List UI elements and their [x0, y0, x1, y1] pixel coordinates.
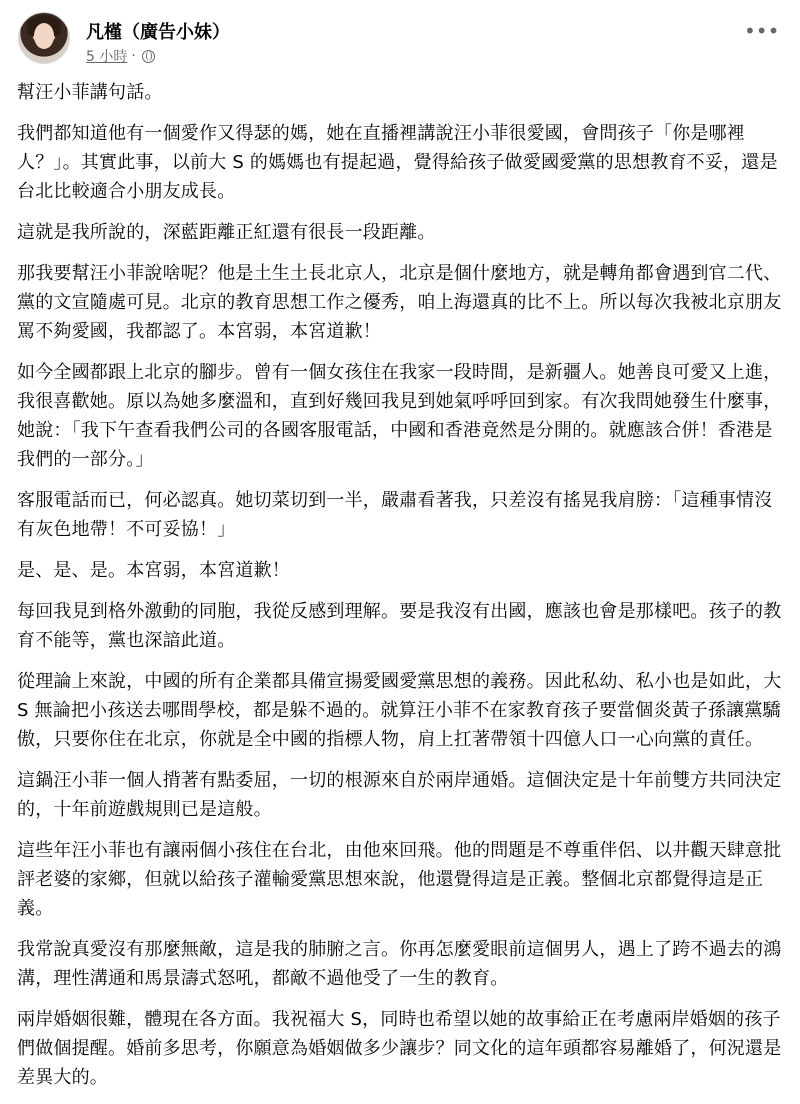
post-paragraph: 這鍋汪小菲一個人揹著有點委屈，一切的根源來自於兩岸通婚。這個決定是十年前雙方共同決定的，十年前遊戲規則已是這般。 [17, 770, 782, 820]
post-paragraph: 我們都知道他有一個愛作又得瑟的媽，她在直播裡講說汪小菲很愛國，會問孩子「你是哪裡人？」。其實此事，以前大 S 的媽媽也有提起過，覺得給孩子做愛國愛黨的思想教育不妥，還是台北比較適合小朋友成長。 [17, 123, 778, 202]
post-paragraph: 兩岸婚姻很難，體現在各方面。我祝福大 S，同時也希望以她的故事給正在考慮兩岸婚姻的孩子們做個提醒。婚前多思考，你願意為婚姻做多少讓步？同文化的這年頭都容易離婚了，何況還是差異大的。 [17, 1009, 782, 1088]
post-meta [86, 46, 155, 66]
meta-separator: · [131, 48, 136, 64]
post-timestamp[interactable]: 5 小時 [86, 49, 128, 65]
post-paragraph: 幫汪小菲講句話。 [17, 82, 163, 103]
post-body [17, 78, 787, 1104]
post-paragraph: 每回我見到格外激動的同胞，我從反感到理解。要是我沒有出國，應該也會是那樣吧。孩子的教育不能等，黨也深諳此道。 [17, 601, 782, 651]
post-header [16, 10, 784, 66]
post-paragraph: 這就是我所說的，深藍距離正紅還有很長一段距離。 [17, 222, 436, 243]
author-avatar[interactable] [18, 12, 70, 64]
post-paragraph: 我常說真愛沒有那麼無敵，這是我的肺腑之言。你再怎麼愛眼前這個男人，遇上了跨不過去的鴻溝，理性溝通和馬景濤式怒吼，都敵不過他受了一生的教育。 [17, 939, 782, 989]
post-paragraph: 如今全國都跟上北京的腳步。曾有一個女孩住在我家一段時間，是新疆人。她善良可愛又上進，我很喜歡她。原以為她多麼溫和，直到好幾回我見到她氣呼呼回到家。有次我問她發生什麼事，她說：「我下午查看我們公司的各國客服電話，中國和香港竟然是分開的。就應該合併！香港是我們的一部分。」 [17, 362, 782, 470]
avatar-face [34, 23, 54, 49]
post-paragraph: 是、是、是。本宮弱，本宮道歉！ [17, 560, 290, 581]
post-paragraph: 客服電話而已，何必認真。她切菜切到一半，嚴肅看著我，只差沒有搖晃我肩膀：「這種事情沒有灰色地帶！不可妥協！」 [17, 490, 773, 540]
post-paragraph: 這些年汪小菲也有讓兩個小孩住在台北，由他來回飛。他的問題是不尊重伴侶、以井觀天肆意批評老婆的家鄉，但就以給孩子灌輸愛黨思想來說，他還覺得這是正義。整個北京都覺得這是正義。 [17, 840, 782, 919]
more-options-icon[interactable]: ••• [744, 19, 780, 43]
author-name[interactable]: 凡槿（廣告小妹） [86, 22, 230, 43]
post-paragraph: 從理論上來說，中國的所有企業都具備宣揚愛國愛黨思想的義務。因此私幼、私小也是如此，大 S 無論把小孩送去哪間學校，都是躲不過的。就算汪小菲不在家教育孩子要當個炎黃子孫讓黨驕傲，只要你住在北京，你就是全中國的指標人物，肩上扛著帶領十四億人口一心向黨的責任。 [17, 671, 782, 750]
globe-icon[interactable] [142, 50, 155, 63]
post-paragraph: 那我要幫汪小菲說啥呢？他是土生土長北京人，北京是個什麼地方，就是轉角都會遇到官二代、黨的文宣隨處可見。北京的教育思想工作之優秀，咱上海還真的比不上。所以每次我被北京朋友罵不夠愛國，我都認了。本宮弱，本宮道歉！ [17, 263, 782, 342]
